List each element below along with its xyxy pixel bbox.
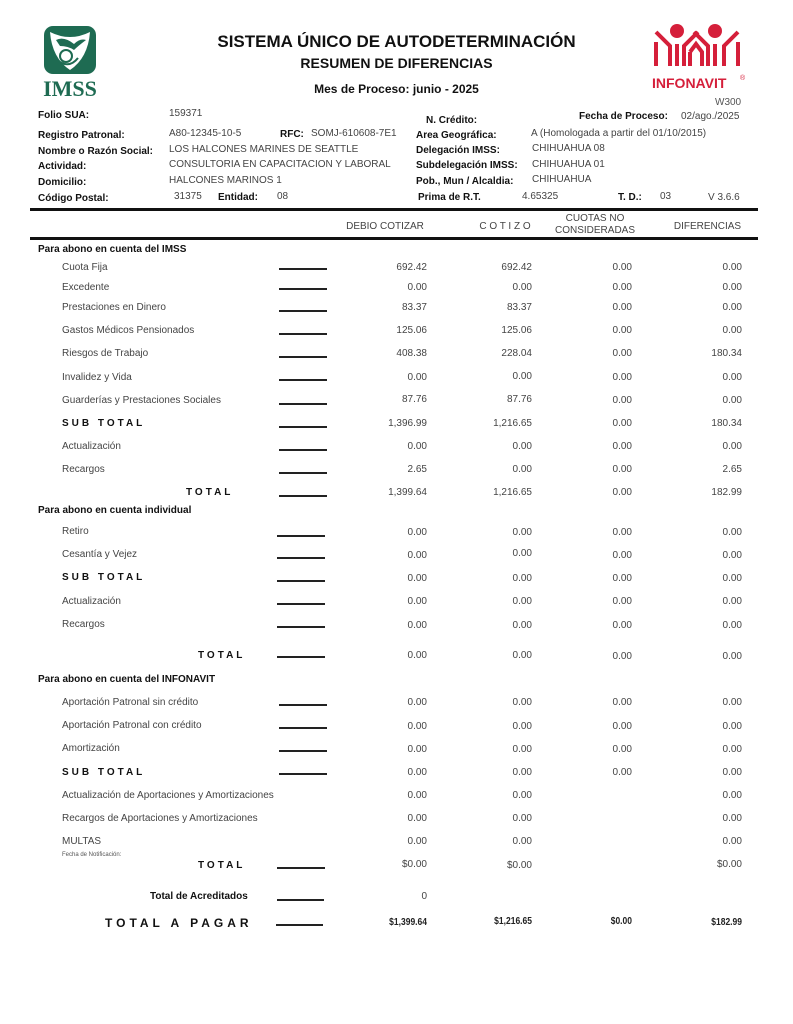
- subdelegacion-value: CHIHUAHUA 01: [532, 159, 605, 170]
- form-code: W300: [715, 97, 742, 108]
- total-debio-value: $1,399.64: [389, 917, 427, 928]
- leader-line: [277, 580, 325, 582]
- section-individual-title: Para abono en cuenta individual: [38, 505, 192, 516]
- codigo-postal-value: 31375: [174, 191, 202, 202]
- diferencia-value: 0.00: [722, 744, 742, 755]
- cuotas-value: 0.00: [612, 395, 632, 406]
- diferencia-value: 0.00: [722, 441, 742, 452]
- debio-value: 0.00: [407, 744, 427, 755]
- leader-line: [277, 626, 325, 628]
- infonavit-houses-icon: [650, 22, 745, 94]
- diferencia-value: 0.00: [722, 573, 742, 584]
- debio-value: $0.00: [401, 859, 427, 870]
- row-label: Aportación Patronal con crédito: [62, 720, 202, 731]
- process-month: Mes de Proceso: junio - 2025: [314, 82, 479, 96]
- cotizo-value: 228.04: [501, 348, 532, 359]
- row-label: Gastos Médicos Pensionados: [62, 325, 195, 336]
- cotizo-value: 83.37: [506, 302, 532, 313]
- cuotas-value: 0.00: [612, 596, 632, 607]
- td-value: 03: [660, 191, 672, 202]
- cotizo-value: 0.00: [512, 282, 532, 293]
- cotizo-value: 0.00: [512, 548, 532, 559]
- debio-value: 0.00: [407, 372, 427, 383]
- registro-patronal-value: A80-12345-10-5: [169, 128, 242, 139]
- entidad-label: Entidad:: [218, 192, 258, 203]
- cotizo-value: 0.00: [512, 790, 532, 801]
- debio-value: 0.00: [407, 790, 427, 801]
- leader-line: [279, 750, 327, 752]
- diferencia-value: 0.00: [722, 282, 742, 293]
- debio-value: 408.38: [396, 348, 427, 359]
- diferencia-value: 0.00: [722, 651, 742, 662]
- row-label: Amortización: [62, 743, 120, 754]
- leader-line: [279, 268, 327, 270]
- subdelegacion-label: Subdelegación IMSS:: [416, 160, 518, 171]
- header-rule-top: [30, 208, 758, 211]
- diferencia-value: 0.00: [722, 790, 742, 801]
- col-debio-cotizar: DEBIO COTIZAR: [346, 221, 424, 232]
- acreditados-label: Total de Acreditados: [150, 891, 248, 902]
- cuotas-value: 0.00: [612, 487, 632, 498]
- cuotas-value: 0.00: [612, 721, 632, 732]
- actividad-label: Actividad:: [38, 161, 87, 172]
- subtotal-label: SUB TOTAL: [62, 767, 146, 778]
- cotizo-value: 125.06: [501, 325, 532, 336]
- debio-value: 0.00: [407, 767, 427, 778]
- delegacion-value: CHIHUAHUA 08: [532, 143, 605, 154]
- debio-value: 0.00: [407, 650, 427, 661]
- debio-value: 692.42: [396, 262, 427, 273]
- header-rule-bottom: [30, 237, 758, 240]
- cotizo-value: 1,216.65: [493, 418, 532, 429]
- cuotas-value: 0.00: [612, 550, 632, 561]
- subtotal-label: SUB TOTAL: [62, 418, 146, 429]
- diferencia-value: 0.00: [722, 527, 742, 538]
- domicilio-value: HALCONES MARINOS 1: [169, 175, 282, 186]
- razon-social-label: Nombre o Razón Social:: [38, 146, 154, 157]
- prima-rt-value: 4.65325: [522, 191, 559, 202]
- debio-value: 0.00: [407, 697, 427, 708]
- cotizo-value: 0.00: [512, 767, 532, 778]
- row-label: Riesgos de Trabajo: [62, 348, 149, 359]
- cuotas-value: 0.00: [612, 282, 632, 293]
- cotizo-value: 0.00: [512, 596, 532, 607]
- domicilio-label: Domicilio:: [38, 177, 87, 188]
- col-cotizo: C O T I Z O: [479, 221, 531, 232]
- cuotas-value: 0.00: [612, 651, 632, 662]
- poblacion-value: CHIHUAHUA: [532, 174, 592, 185]
- cuotas-value: 0.00: [612, 348, 632, 359]
- leader-line: [277, 535, 325, 537]
- cuotas-value: 0.00: [612, 527, 632, 538]
- leader-line: [279, 288, 327, 290]
- diferencia-value: $0.00: [716, 859, 742, 870]
- total-diferencia-value: $182.99: [711, 917, 742, 928]
- diferencia-value: 182.99: [711, 487, 742, 498]
- debio-value: 0.00: [407, 282, 427, 293]
- col-diferencias: DIFERENCIAS: [673, 221, 742, 232]
- cotizo-value: 0.00: [512, 527, 532, 538]
- cotizo-value: 0.00: [512, 464, 532, 475]
- debio-value: 0.00: [407, 550, 427, 561]
- leader-line: [279, 773, 327, 775]
- area-geografica-value: A (Homologada a partir del 01/10/2015): [531, 128, 707, 139]
- cuotas-value: 0.00: [612, 767, 632, 778]
- debio-value: 1,396.99: [388, 418, 427, 429]
- area-geografica-label: Area Geográfica:: [416, 130, 497, 141]
- cuotas-value: 0.00: [612, 302, 632, 313]
- cuotas-value: 0.00: [612, 262, 632, 273]
- leader-line: [279, 704, 327, 706]
- cuotas-value: 0.00: [612, 325, 632, 336]
- version: V 3.6.6: [708, 192, 740, 203]
- actividad-value: CONSULTORIA EN CAPACITACION Y LABORAL: [169, 159, 391, 170]
- cotizo-value: 0.00: [512, 573, 532, 584]
- diferencia-value: 0.00: [722, 325, 742, 336]
- cotizo-value: 0.00: [512, 697, 532, 708]
- row-label: Invalidez y Vida: [62, 372, 132, 383]
- n-credito-label: N. Crédito:: [426, 115, 478, 126]
- total-label: TOTAL: [198, 860, 246, 871]
- prima-rt-label: Prima de R.T.: [418, 192, 481, 203]
- leader-line: [276, 924, 323, 926]
- row-label: Actualización: [62, 441, 121, 452]
- cotizo-value: 1,216.65: [493, 487, 532, 498]
- row-label: Prestaciones en Dinero: [62, 302, 166, 313]
- diferencia-value: 180.34: [711, 348, 742, 359]
- leader-line: [279, 333, 327, 335]
- row-label: Actualización: [62, 596, 121, 607]
- cuotas-value: 0.00: [612, 441, 632, 452]
- subtotal-label: SUB TOTAL: [62, 572, 146, 583]
- debio-value: 87.76: [401, 394, 427, 405]
- section-imss-title: Para abono en cuenta del IMSS: [38, 244, 187, 255]
- cuotas-value: 0.00: [612, 464, 632, 475]
- cotizo-value: 0.00: [512, 371, 532, 382]
- svg-text:IMSS: IMSS: [43, 76, 97, 100]
- leader-line: [279, 495, 327, 497]
- cotizo-value: 87.76: [506, 394, 532, 405]
- diferencia-value: 0.00: [722, 620, 742, 631]
- debio-value: 0.00: [407, 441, 427, 452]
- row-label: Excedente: [62, 282, 110, 293]
- cotizo-value: 0.00: [512, 441, 532, 452]
- razon-social-value: LOS HALCONES MARINES DE SEATTLE: [169, 144, 359, 155]
- cuotas-value: 0.00: [612, 372, 632, 383]
- leader-line: [279, 310, 327, 312]
- leader-line: [279, 727, 327, 729]
- folio-sua-value: 159371: [169, 108, 203, 119]
- diferencia-value: 0.00: [722, 596, 742, 607]
- diferencia-value: 0.00: [722, 813, 742, 824]
- entidad-value: 08: [277, 191, 289, 202]
- cotizo-value: $0.00: [506, 860, 532, 871]
- debio-value: 2.65: [407, 464, 427, 475]
- diferencia-value: 0.00: [722, 550, 742, 561]
- col-cuotas-no-consideradas-line1: CUOTAS NO: [565, 213, 625, 224]
- row-label: Cesantía y Vejez: [62, 549, 138, 560]
- cuotas-value: 0.00: [612, 620, 632, 631]
- fecha-proceso-label: Fecha de Proceso:: [579, 111, 668, 122]
- leader-line: [279, 449, 327, 451]
- row-label: Guarderías y Prestaciones Sociales: [62, 395, 221, 406]
- fecha-notificacion-label: Fecha de Notificación:: [62, 852, 122, 858]
- leader-line: [279, 379, 327, 381]
- debio-value: 0.00: [407, 721, 427, 732]
- cuotas-value: 0.00: [612, 697, 632, 708]
- debio-value: 125.06: [396, 325, 427, 336]
- diferencia-value: 0.00: [722, 836, 742, 847]
- cotizo-value: 0.00: [512, 744, 532, 755]
- debio-value: 0.00: [407, 527, 427, 538]
- diferencia-value: 0.00: [722, 262, 742, 273]
- cuotas-value: 0.00: [612, 418, 632, 429]
- infonavit-logo: [650, 22, 745, 94]
- diferencia-value: 0.00: [722, 767, 742, 778]
- leader-line: [279, 472, 327, 474]
- svg-text:INFONAVIT: INFONAVIT: [652, 75, 727, 91]
- cotizo-value: 692.42: [501, 262, 532, 273]
- row-label: Cuota Fija: [62, 262, 108, 273]
- cotizo-value: 0.00: [512, 721, 532, 732]
- cotizo-value: 0.00: [512, 836, 532, 847]
- debio-value: 83.37: [401, 302, 427, 313]
- folio-sua-label: Folio SUA:: [38, 110, 90, 121]
- total-cuotas-value: $0.00: [610, 916, 632, 927]
- leader-line: [277, 867, 325, 869]
- poblacion-label: Pob., Mun / Alcaldia:: [416, 176, 514, 187]
- leader-line: [277, 557, 325, 559]
- row-label: Recargos de Aportaciones y Amortizaciones: [62, 813, 258, 824]
- col-cuotas-no-consideradas-line2: CONSIDERADAS: [554, 225, 635, 236]
- total-label: TOTAL: [186, 487, 234, 498]
- fecha-proceso-value: 02/ago./2025: [681, 111, 740, 122]
- rfc-label: RFC:: [280, 129, 304, 140]
- row-label: Recargos: [62, 619, 105, 630]
- debio-value: 1,399.64: [388, 487, 427, 498]
- registered-mark: ®: [740, 75, 746, 82]
- row-label: Recargos: [62, 464, 105, 475]
- diferencia-value: 180.34: [711, 418, 742, 429]
- delegacion-label: Delegación IMSS:: [416, 145, 500, 156]
- acreditados-value: 0: [421, 891, 427, 902]
- codigo-postal-label: Código Postal:: [38, 193, 109, 204]
- diferencia-value: 0.00: [722, 395, 742, 406]
- debio-value: 0.00: [407, 836, 427, 847]
- leader-line: [279, 426, 327, 428]
- debio-value: 0.00: [407, 596, 427, 607]
- diferencia-value: 0.00: [722, 302, 742, 313]
- cotizo-value: 0.00: [512, 620, 532, 631]
- row-label: MULTAS: [62, 836, 102, 847]
- rfc-value: SOMJ-610608-7E1: [311, 128, 397, 139]
- total-label: TOTAL: [198, 650, 246, 661]
- cotizo-value: 0.00: [512, 813, 532, 824]
- total-a-pagar-label: TOTAL A PAGAR: [105, 916, 253, 930]
- td-label: T. D.:: [618, 192, 642, 203]
- document-subtitle: RESUMEN DE DIFERENCIAS: [300, 55, 493, 71]
- leader-line: [279, 356, 327, 358]
- row-label: Actualización de Aportaciones y Amortizaciones: [62, 790, 274, 801]
- leader-line: [277, 899, 324, 901]
- cuotas-value: 0.00: [612, 744, 632, 755]
- diferencia-value: 2.65: [722, 464, 742, 475]
- document-title: SISTEMA ÚNICO DE AUTODETERMINACIÓN: [217, 32, 576, 51]
- debio-value: 0.00: [407, 620, 427, 631]
- debio-value: 0.00: [407, 573, 427, 584]
- diferencia-value: 0.00: [722, 697, 742, 708]
- diferencia-value: 0.00: [722, 721, 742, 732]
- leader-line: [279, 403, 327, 405]
- total-cotizo-value: $1,216.65: [494, 916, 532, 927]
- diferencia-value: 0.00: [722, 372, 742, 383]
- leader-line: [277, 603, 325, 605]
- registro-patronal-label: Registro Patronal:: [38, 130, 125, 141]
- section-infonavit-title: Para abono en cuenta del INFONAVIT: [38, 674, 216, 685]
- row-label: Retiro: [62, 526, 89, 537]
- cuotas-value: 0.00: [612, 573, 632, 584]
- cotizo-value: 0.00: [512, 650, 532, 661]
- leader-line: [277, 656, 325, 658]
- debio-value: 0.00: [407, 813, 427, 824]
- row-label: Aportación Patronal sin crédito: [62, 697, 199, 708]
